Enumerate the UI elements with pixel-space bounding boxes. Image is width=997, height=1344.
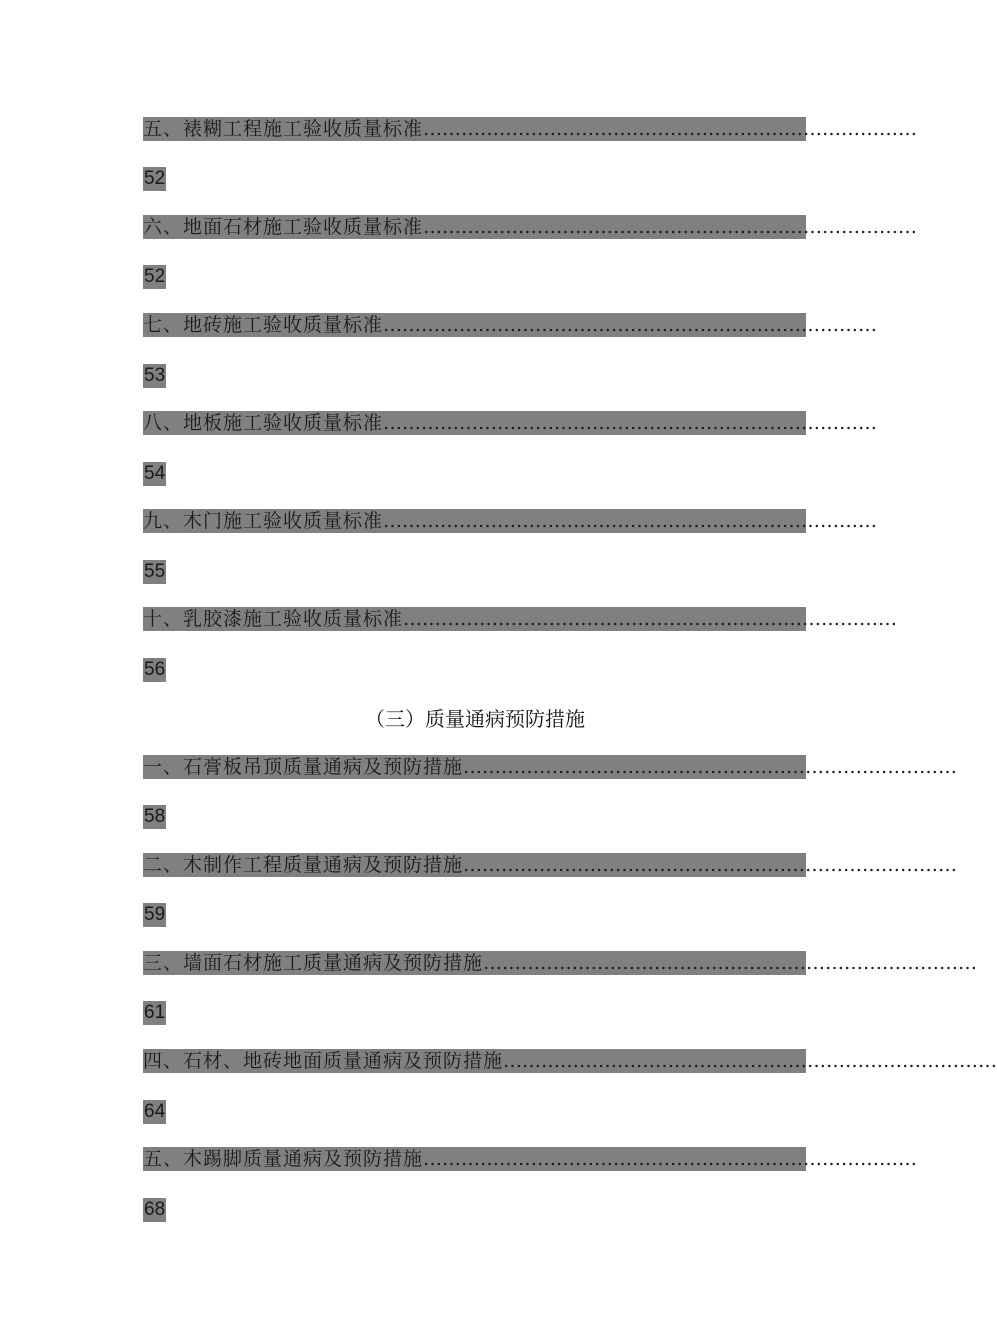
leader-dots: …………………………………………………………………… <box>383 510 878 532</box>
toc-page-number[interactable]: 61 <box>144 1002 166 1023</box>
toc-page-number[interactable]: 59 <box>144 904 166 925</box>
section-heading: （三）质量通病预防措施 <box>365 707 585 731</box>
toc-entry-text: 三、墙面石材施工质量通病及预防措施 <box>143 952 484 974</box>
toc-page-number[interactable]: 58 <box>144 806 166 827</box>
toc-entry-title[interactable] <box>143 1147 918 1171</box>
toc-page-number[interactable]: 52 <box>144 168 166 189</box>
leader-dots: …………………………………………………………………… <box>423 1148 918 1170</box>
toc-page-number[interactable]: 55 <box>144 561 166 582</box>
toc-entry-title[interactable] <box>143 411 878 435</box>
toc-entry-title[interactable] <box>143 755 958 779</box>
leader-dots: …………………………………………………………………… <box>383 314 878 336</box>
toc-entry-title[interactable] <box>143 607 898 631</box>
toc-entry-title[interactable] <box>143 313 878 337</box>
toc-page-number[interactable]: 52 <box>144 266 166 287</box>
toc-entry-text: 七、地砖施工验收质量标准 <box>143 314 384 336</box>
toc-entry-text: 一、石膏板吊顶质量通病及预防措施 <box>143 756 464 778</box>
toc-entry-text: 二、木制作工程质量通病及预防措施 <box>143 854 464 876</box>
leader-dots: …………………………………………………………………… <box>423 118 918 140</box>
toc-page-number[interactable]: 54 <box>144 463 166 484</box>
toc-entry-title[interactable] <box>143 951 978 975</box>
leader-dots: …………………………………………………………………… <box>403 608 898 630</box>
leader-dots: …………………………………………………………………… <box>463 854 958 876</box>
toc-entry-text: 十、乳胶漆施工验收质量标准 <box>143 608 404 630</box>
toc-page-number[interactable]: 53 <box>144 365 166 386</box>
leader-dots: …………………………………………………………………… <box>463 756 958 778</box>
leader-dots: …………………………………………………………………… <box>383 412 878 434</box>
toc-entry-text: 五、木踢脚质量通病及预防措施 <box>143 1148 424 1170</box>
toc-entry-title[interactable] <box>143 117 918 141</box>
toc-entry-text: 九、木门施工验收质量标准 <box>143 510 384 532</box>
toc-entry-title[interactable] <box>143 215 918 239</box>
toc-entry-text: 六、地面石材施工验收质量标准 <box>143 216 424 238</box>
toc-entry-text: 四、石材、地砖地面质量通病及预防措施 <box>143 1050 504 1072</box>
toc-entry-text: 五、裱糊工程施工验收质量标准 <box>143 118 424 140</box>
toc-entry-title[interactable] <box>143 853 958 877</box>
leader-dots: …………………………………………………………………… <box>503 1050 997 1072</box>
toc-page-number[interactable]: 64 <box>144 1101 166 1122</box>
toc-entry-title[interactable] <box>143 1049 997 1073</box>
leader-dots: …………………………………………………………………… <box>483 952 978 974</box>
toc-entry-text: 八、地板施工验收质量标准 <box>143 412 384 434</box>
leader-dots: …………………………………………………………………… <box>423 216 918 238</box>
toc-entry-title[interactable] <box>143 509 878 533</box>
toc-page-number[interactable]: 68 <box>144 1199 166 1220</box>
toc-page-number[interactable]: 56 <box>144 659 166 680</box>
